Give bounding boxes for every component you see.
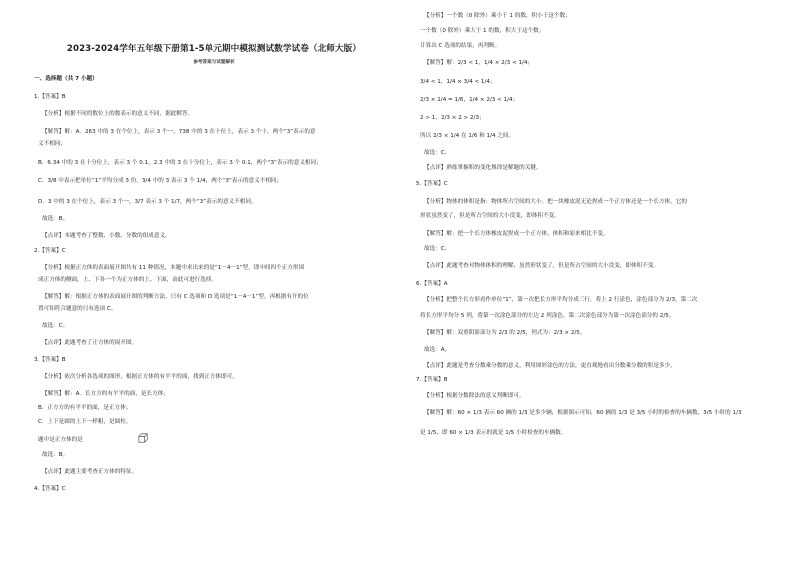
- left-lines-17: 【分析】依次分析各选项的图形，根据正方体的有平平的面，找到正方体即可。: [42, 374, 238, 380]
- left-lines-9: 2.【答案】C: [34, 248, 66, 254]
- right-lines-13: 【解答】解：把一个长方体橡皮泥捏成一个正方体，体积和原来相比不变。: [424, 231, 609, 237]
- left-lines-6: D．3 中的 3 在个位上，表示 3 个一，3/7 表示 3 个 1/7，两个“3”表示的意义不相同。: [38, 199, 257, 205]
- right-lines-0: 【分析】一个数（0 除外）乘小于 1 的数，积小于这个数；: [424, 13, 571, 19]
- right-lines-15: 【点评】此题考查对物体体积的理解，虽然形状变了，但是所占空间的大小没变，即体积不变。: [424, 263, 659, 269]
- left-lines-20: C．上下是圆的上下一样粗，是圆柱。: [38, 419, 132, 425]
- section-heading: 一、选择题（共 7 小题）: [34, 76, 98, 82]
- right-lines-18: 将长方形平均分 5 列，将第一次涂色部分的左边 2 列涂色，第二次涂色部分为第一次涂色部分的 2/5。: [420, 313, 675, 319]
- left-lines-19: B．正方方的有平平的面，是正方体；: [38, 405, 132, 411]
- page-subtitle: 参考答案与试题解析: [193, 60, 235, 65]
- right-lines-7: 所以 2/3 × 1/4 在 1/6 和 1/4 之间。: [420, 133, 515, 139]
- left-lines-3: 义不相同；: [38, 141, 66, 147]
- right-lines-9: 【点评】熟练掌握积的变化规律是解题的关键。: [424, 165, 542, 171]
- left-lines-13: 置可知符合题意的只有选项 C。: [38, 306, 117, 312]
- left-lines-16: 3.【答案】B: [34, 357, 66, 363]
- left-lines-18: 【解答】解：A．长方方的有平平的面，是长方体；: [42, 391, 169, 397]
- right-lines-6: 2 > 1，2/3 × 2 > 2/3；: [420, 115, 485, 121]
- right-lines-16: 6.【答案】A: [416, 281, 448, 287]
- left-lines-12: 【解答】解：根据正方体的表面展开图的判断方法，只有 C 选项和 D 选项是“1－4－1”型，再根据有开的位: [42, 294, 309, 300]
- left-lines-2: 【解答】解：A．263 中的 3 在个位上，表示 3 个一，738 中的 3 在十位上，表示 3 个十，两个“3”表示的意: [42, 129, 316, 135]
- left-lines-21: 题中是正方体的是: [38, 437, 83, 443]
- right-lines-23: 【分析】根据分数除法的意义判断即可。: [424, 393, 525, 399]
- right-lines-22: 7.【答案】B: [416, 377, 448, 383]
- right-lines-21: 【点评】此题是考查分数乘分数的意义，利用图形涂色的方法，更直观地看出分数乘分数的积是多少。: [424, 363, 676, 369]
- right-lines-14: 故选：C。: [424, 246, 451, 252]
- left-lines-10: 【分析】根据正方体的表面展开图共有 11 种情况，本题中求出来的是“1－4－1”型，即中间四个正方形围: [42, 265, 305, 271]
- left-lines-22: 故选：B。: [42, 452, 69, 458]
- right-lines-25: 是 1/5，即 60 × 1/3 表示的就是 1/5 小时检查的车辆数。: [420, 430, 567, 436]
- left-lines-0: 1.【答案】B: [34, 94, 66, 100]
- left-lines-23: 【点评】此题主要考查正方体的特征。: [42, 469, 138, 475]
- right-lines-4: 3/4 < 1，1/4 × 3/4 < 1/4；: [420, 79, 496, 85]
- right-lines-5: 2/3 × 1/4 = 1/6，1/4 × 2/3 < 1/4；: [420, 97, 519, 103]
- left-lines-7: 故选：B。: [42, 216, 69, 222]
- right-lines-11: 【分析】物体的体积是指：物体所占空间的大小。把一块橡皮泥无论捏成一个正方体还是一个长方体，它的: [424, 199, 687, 205]
- left-lines-4: B．6.34 中的 3 在十分位上，表示 3 个 0.1，2.3 中的 3 在十分位上，表示 3 个 0.1，两个“3”表示的意义相同；: [38, 160, 322, 166]
- left-lines-8: 【点评】本题考查了整数、小数、分数的组成意义。: [42, 233, 171, 239]
- cube-icon: [138, 433, 148, 443]
- page-title: 2023-2024学年五年级下册第1-5单元期中模拟测试数学试卷（北师大版）: [66, 44, 362, 54]
- right-lines-1: 一个数（0 除外）乘大于 1 的数，积大于这个数；: [420, 28, 545, 34]
- right-lines-24: 【解答】解：60 × 1/3 表示 60 辆的 1/3 是多少辆，根据图示可知，60 辆的 1/3 是 3/5 小时的检查的车辆数，3/5 小时的 1/3: [424, 410, 742, 416]
- right-lines-20: 故选：A。: [424, 347, 451, 353]
- right-lines-8: 故选：C。: [424, 150, 451, 156]
- left-lines-14: 故选：C。: [42, 323, 69, 329]
- right-lines-3: 【解答】解：2/3 < 1，1/4 × 2/3 < 1/4；: [424, 60, 534, 66]
- right-lines-10: 5.【答案】C: [416, 181, 448, 187]
- left-lines-5: C．3/8 中表示把单位“1”平均分成 3 份，3/4 中的 3 表示 3 个 1/4，两个“3”表示的意义不相同；: [38, 178, 283, 184]
- left-lines-15: 【点评】此题考查了正方体的展开图。: [42, 340, 138, 346]
- right-lines-12: 形状虽然变了，但是所占空间的大小没变，即体积不变。: [420, 213, 560, 219]
- right-lines-17: 【分析】把整个长方形看作单位“1”，第一次把长方形平均分成三行，将上 2 行涂色，涂色部分为 2/3，第二次: [424, 297, 698, 303]
- left-lines-1: 【分析】根据不同的数位上的数表示的意义不同，据此解答。: [42, 111, 194, 117]
- right-lines-19: 【解答】解：双重阴影部分为 2/3 的 2/5，列式为：2/3 × 2/5。: [424, 330, 586, 336]
- left-lines-24: 4.【答案】C: [34, 486, 66, 492]
- left-lines-11: 成正方体的侧面，上、下各一个为正方体的上、下面，由此可进行选择。: [38, 277, 218, 283]
- right-lines-2: 计算出 C 选项的结果，再判断。: [420, 43, 501, 49]
